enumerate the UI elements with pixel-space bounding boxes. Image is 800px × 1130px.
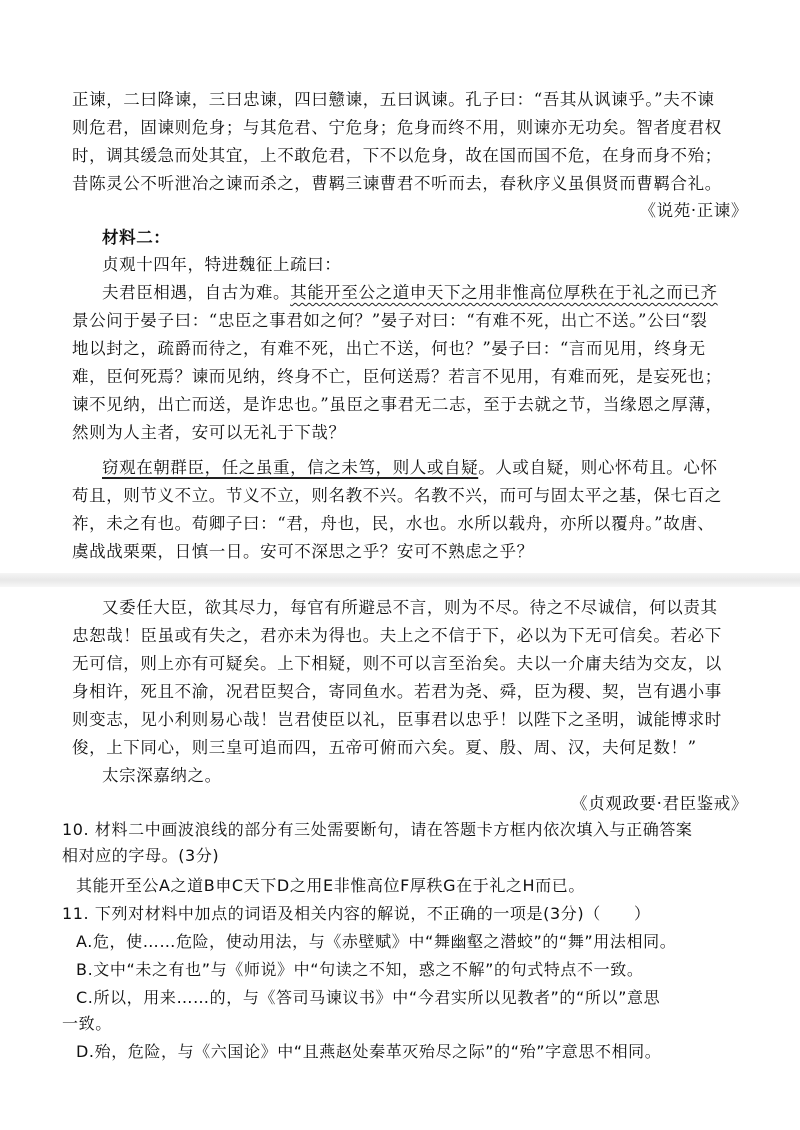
para2-line-3: 地以封之，疏爵而待之，有难不死，出亡不送，何也？”晏子曰：“言而见用，终身无 — [72, 339, 706, 358]
para1-line-1: 正谏，二曰降谏，三曰忠谏，四曰戆谏，五曰讽谏。孔子曰：“吾其从讽谏乎。”夫不谏 — [72, 90, 715, 109]
option-b: B.文中“未之有也”与《师说》中“句读之不知，惑之不解”的句式特点不一致。 — [76, 960, 644, 979]
option-c-continued: 一致。 — [62, 1014, 112, 1033]
para2-lead: 夫君臣相遇，自古为难。 — [102, 283, 291, 302]
scan-artifact-stripe — [0, 573, 800, 587]
option-c: C.所以，用来……的，与《答司马谏议书》中“今君实所以见教者”的“所以”意思 — [76, 988, 661, 1007]
para2-line-2: 景公问于晏子曰：“忠臣之事君如之何？”晏子对曰：“有难不死，出亡不送。”公曰“裂 — [72, 311, 708, 330]
question-10-sentence: 其能开至公A之道B申C天下D之用E非惟高位F厚秩G在于礼之H而已。 — [76, 876, 585, 895]
para1-line-2: 则危君，固谏则危身；与其危君、宁危身；危身而终不用，则谏亦无功矣。智者度君权 — [72, 118, 722, 137]
para2-line-5: 谏不见纳，出亡而送，是诈忠也。”虽臣之事君无二志，至于去就之节，当缘恩之厚薄， — [72, 395, 723, 414]
para4-line-1: 又委任大臣，欲其尽力，每官有所避忌不言，则为不尽。待之不尽诚信，何以责其 — [102, 598, 718, 617]
option-d: D.殆，危险，与《六国论》中“且燕赵处秦革灭殆尽之际”的“殆”字意思不相同。 — [76, 1042, 662, 1061]
para3-line-1 — [102, 456, 718, 480]
option-a: A.危，使……危险，使动用法，与《赤壁赋》中“舞幽壑之潜蛟”的“舞”用法相同。 — [76, 932, 677, 951]
para4-line-2: 忠恕哉！臣虽或有失之，君亦未为得也。夫上之不信于下，必以为下无可信矣。若必下 — [72, 626, 722, 645]
para3-line-3: 祚，未之有也。荀卿子曰：“君，舟也，民，水也。水所以载舟，亦所以覆舟。”故唐、 — [72, 514, 715, 533]
question-10-line-2: 相对应的字母。(3分) — [62, 846, 220, 865]
question-11-stem: 11. 下列对材料中加点的词语及相关内容的解说，不正确的一项是(3分)（ ） — [62, 904, 651, 923]
material-2-heading: 材料二： — [102, 228, 171, 247]
underlined-sentence: 窃观在朝群臣，任之虽重，信之未笃，则人或自疑 — [102, 458, 479, 477]
question-10-line-1: 10. 材料二中画波浪线的部分有三处需要断句，请在答题卡方框内依次填入与正确答案 — [62, 820, 693, 839]
source-shuoyuan: 《说苑·正谏》 — [639, 201, 748, 220]
wavy-underlined-passage: 其能开至公之道申天下之用非惟高位厚秩在于礼之而已齐 — [290, 283, 718, 302]
material-2-intro: 贞观十四年，特进魏征上疏曰： — [102, 255, 342, 274]
para4-line-6: 俊，上下同心，则三皇可追而四，五帝可俯而六矣。夏、殷、周、汉，夫何足数！” — [72, 738, 697, 757]
source-zhenguan: 《贞观政要·君臣鉴戒》 — [571, 794, 748, 813]
para4-line-3: 无可信，则上亦有可疑矣。上下相疑，则不可以言至治矣。夫以一介庸夫结为交友，以 — [72, 654, 722, 673]
closing-line: 太宗深嘉纳之。 — [102, 766, 222, 785]
para4-line-5: 则变志，见小利则易心哉！岂君使臣以礼，臣事君以忠乎！以陛下之圣明，诚能博求时 — [72, 710, 722, 729]
para2-line-1 — [102, 281, 718, 305]
para2-line-4: 难，臣何死焉？谏而见纳，终身不亡，臣何送焉？若言不见用，有难而死，是妄死也； — [72, 367, 722, 386]
para3-line-1-rest: 。人或自疑，则心怀苟且。心怀 — [478, 458, 718, 477]
para1-line-3: 时，调其缓急而处其宜，上不敢危君，下不以危身，故在国而国不危，在身而身不殆； — [72, 146, 722, 165]
para3-line-2: 苟且，则节义不立。节义不立，则名教不兴。名教不兴，而可与固太平之基，保七百之 — [72, 486, 722, 505]
para1-line-4: 昔陈灵公不听泄冶之谏而杀之，曹羁三谏曹君不听而去，春秋序义虽俱贤而曹羁合礼。 — [72, 174, 722, 193]
para3-line-4: 虞战战栗栗，日慎一日。安可不深思之乎？安可不熟虑之乎？ — [72, 542, 534, 561]
para2-line-6: 然则为人主者，安可以无礼于下哉？ — [72, 423, 346, 442]
para4-line-4: 身相许，死且不渝，况君臣契合，寄同鱼水。若君为尧、舜，臣为稷、契，岂有遇小事 — [72, 682, 722, 701]
